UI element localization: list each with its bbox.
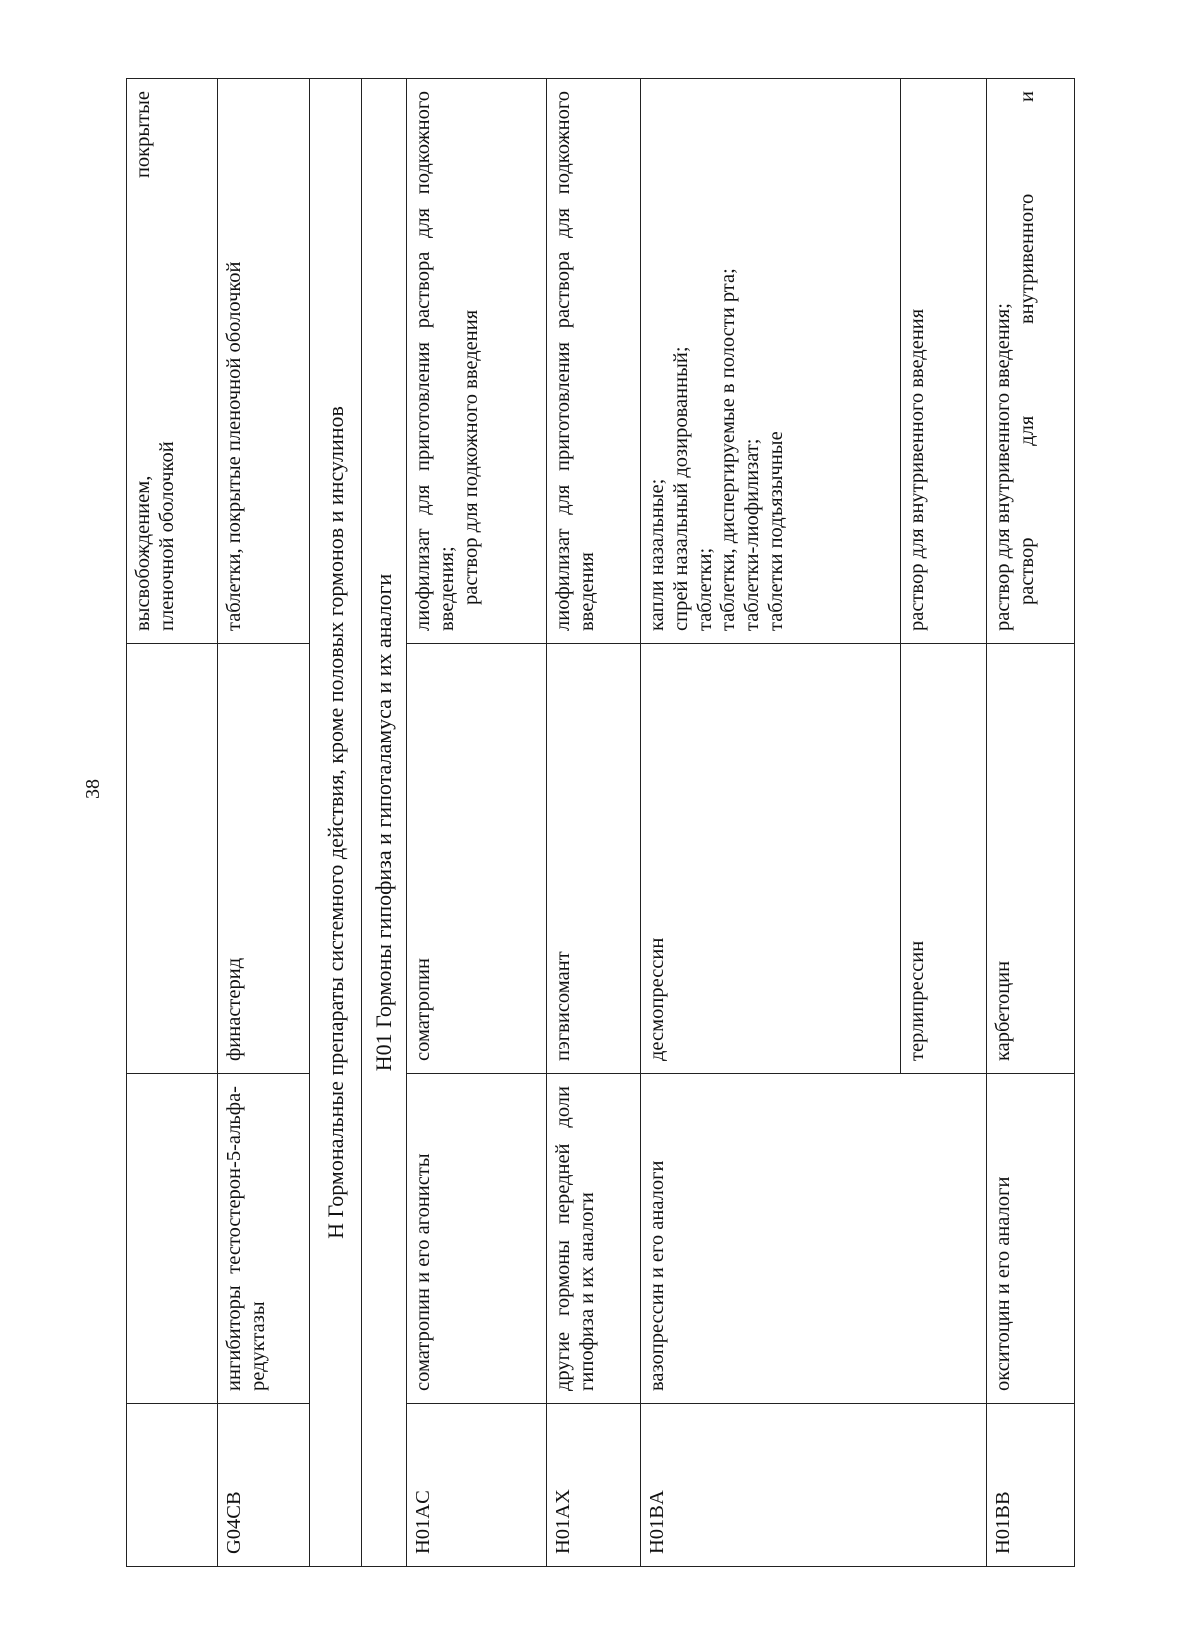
drug-cell: терлипрессин bbox=[901, 644, 987, 1074]
drug-cell: пэгвисомант bbox=[547, 644, 641, 1074]
form-cell: таблетки, покрытые пленочной оболочкой bbox=[218, 79, 310, 644]
drug-table bbox=[126, 78, 1075, 1567]
group-cell: ингибиторы тестостерон-5-альфа-редуктазы bbox=[218, 1074, 310, 1404]
group-cell bbox=[127, 1074, 218, 1404]
form-cell bbox=[127, 79, 218, 644]
drug-cell: карбетоцин bbox=[987, 644, 1075, 1074]
code-cell: H01AX bbox=[547, 1404, 641, 1567]
section-heading: H Гормональные препараты системного действия, кроме половых гормонов и инсулинов bbox=[310, 79, 362, 1567]
page-number: 38 bbox=[82, 779, 104, 799]
form-cell: раствор для внутривенного введения; раствор для внутривенного и bbox=[987, 79, 1075, 644]
group-cell: окситоцин и его аналоги bbox=[987, 1074, 1075, 1404]
code-cell bbox=[127, 1404, 218, 1567]
code-cell: H01AC bbox=[407, 1404, 547, 1567]
code-cell: H01BA bbox=[641, 1404, 987, 1567]
table-row bbox=[641, 79, 901, 1567]
form-cell: лиофилизат для приготовления раствора для подкожного введения bbox=[547, 79, 641, 644]
form-cell: лиофилизат для приготовления раствора для подкожного введения; раствор для подкожного введения bbox=[407, 79, 547, 644]
table-row bbox=[127, 79, 218, 1567]
drug-cell: соматропин bbox=[407, 644, 547, 1074]
section-row bbox=[362, 79, 407, 1567]
group-cell: другие гормоны передней доли гипофиза и их аналоги bbox=[547, 1074, 641, 1404]
code-cell: G04CB bbox=[218, 1404, 310, 1567]
drug-cell: десмопрессин bbox=[641, 644, 901, 1074]
form-cell: капли назальные; спрей назальный дозированный; таблетки; таблетки, диспергируемые в полости рта; таблетки-лиофилизат; таблетки подъязычные bbox=[641, 79, 901, 644]
table-row bbox=[547, 79, 641, 1567]
rotated-page bbox=[126, 79, 1074, 1567]
table-row bbox=[407, 79, 547, 1567]
group-cell: соматропин и его агонисты bbox=[407, 1074, 547, 1404]
table-row bbox=[987, 79, 1075, 1567]
form-line: пленочной оболочкой bbox=[155, 441, 178, 631]
group-cell: вазопрессин и его аналоги bbox=[641, 1074, 987, 1404]
code-cell: H01BB bbox=[987, 1404, 1075, 1567]
section-heading: H01 Гормоны гипофиза и гипоталамуса и их аналоги bbox=[362, 79, 407, 1567]
form-cell: раствор для внутривенного введения bbox=[901, 79, 987, 644]
drug-cell: финастерид bbox=[218, 644, 310, 1074]
section-row bbox=[310, 79, 362, 1567]
drug-cell bbox=[127, 644, 218, 1074]
form-line: высвобождением, покрытые bbox=[132, 91, 154, 631]
table-row bbox=[218, 79, 310, 1567]
